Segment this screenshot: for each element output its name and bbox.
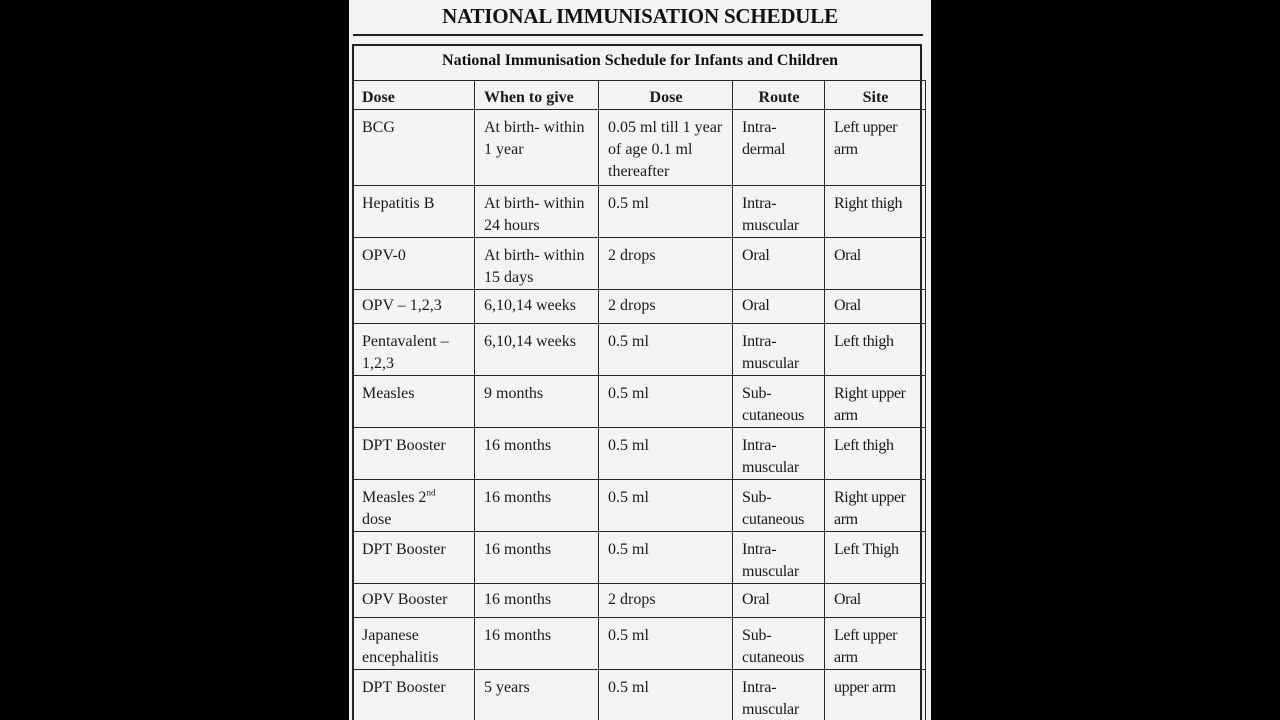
- cell-site: Left thigh: [825, 428, 926, 480]
- header-when: When to give: [475, 81, 599, 110]
- cell-when: 6,10,14 weeks: [475, 324, 599, 376]
- cell-when: 9 months: [475, 376, 599, 428]
- cell-amount: 2 drops: [599, 290, 733, 324]
- header-site: Site: [825, 81, 926, 110]
- document-page: [349, 0, 931, 720]
- cell-site: Left thigh: [825, 324, 926, 376]
- cell-dose: DPT Booster: [353, 532, 475, 584]
- cell-when: 16 months: [475, 532, 599, 584]
- cell-amount: 0.5 ml: [599, 480, 733, 532]
- cell-site: upper arm: [825, 670, 926, 720]
- cell-dose: OPV-0: [353, 238, 475, 290]
- cell-amount: 0.05 ml till 1 year of age 0.1 ml thereafter: [599, 110, 733, 186]
- table-header-row: [353, 81, 926, 110]
- cell-amount: 0.5 ml: [599, 186, 733, 238]
- cell-route: Oral: [733, 238, 825, 290]
- cell-dose-text: Measles 2: [362, 489, 427, 506]
- cell-dose: Measles: [353, 376, 475, 428]
- cell-route: Intra-muscular: [733, 532, 825, 584]
- table-row: [353, 186, 926, 238]
- header-dose: Dose: [353, 81, 475, 110]
- cell-route: Intra-dermal: [733, 110, 825, 186]
- table-row: [353, 238, 926, 290]
- cell-dose-suffix: dose: [362, 511, 392, 528]
- header-amount: Dose: [599, 81, 733, 110]
- cell-dose: DPT Booster: [353, 670, 475, 720]
- cell-site: Left Thigh: [825, 532, 926, 584]
- cell-dose: [353, 480, 475, 532]
- cell-amount: 0.5 ml: [599, 532, 733, 584]
- cell-route: Sub-cutaneous: [733, 376, 825, 428]
- cell-amount: 0.5 ml: [599, 376, 733, 428]
- table-row: [353, 584, 926, 618]
- cell-site: Right thigh: [825, 186, 926, 238]
- cell-amount: 2 drops: [599, 238, 733, 290]
- cell-dose: OPV – 1,2,3: [353, 290, 475, 324]
- cell-route: Oral: [733, 290, 825, 324]
- cell-amount: 0.5 ml: [599, 670, 733, 720]
- cell-amount: 0.5 ml: [599, 428, 733, 480]
- cell-dose: OPV Booster: [353, 584, 475, 618]
- cell-route: Oral: [733, 584, 825, 618]
- immunisation-table: [352, 80, 926, 720]
- cell-when: 16 months: [475, 480, 599, 532]
- cell-when: 6,10,14 weeks: [475, 290, 599, 324]
- table-row: [353, 110, 926, 186]
- cell-amount: 0.5 ml: [599, 324, 733, 376]
- cell-when: 16 months: [475, 618, 599, 670]
- cell-dose: Pentavalent – 1,2,3: [353, 324, 475, 376]
- cell-dose: BCG: [353, 110, 475, 186]
- table-caption: National Immunisation Schedule for Infants and Children: [442, 52, 838, 69]
- cell-dose-superscript: nd: [426, 487, 436, 498]
- cell-dose: Hepatitis B: [353, 186, 475, 238]
- page-title: NATIONAL IMMUNISATION SCHEDULE: [442, 4, 838, 28]
- cell-site: Oral: [825, 238, 926, 290]
- cell-when: 16 months: [475, 428, 599, 480]
- cell-route: Sub-cutaneous: [733, 618, 825, 670]
- cell-when: 5 years: [475, 670, 599, 720]
- title-underline: [353, 34, 923, 36]
- cell-site: Oral: [825, 584, 926, 618]
- cell-dose: Japanese encephalitis: [353, 618, 475, 670]
- cell-when: At birth- within 1 year: [475, 110, 599, 186]
- table-row: [353, 290, 926, 324]
- cell-dose: DPT Booster: [353, 428, 475, 480]
- table-row: [353, 618, 926, 670]
- cell-route: Intra-muscular: [733, 324, 825, 376]
- table-row: [353, 670, 926, 720]
- table-row: [353, 428, 926, 480]
- header-route: Route: [733, 81, 825, 110]
- cell-amount: 2 drops: [599, 584, 733, 618]
- cell-site: Oral: [825, 290, 926, 324]
- cell-site: Left upper arm: [825, 110, 926, 186]
- table-row: [353, 532, 926, 584]
- cell-route: Intra-muscular: [733, 186, 825, 238]
- cell-when: 16 months: [475, 584, 599, 618]
- cell-site: Right upper arm: [825, 376, 926, 428]
- cell-when: At birth- within 15 days: [475, 238, 599, 290]
- cell-site: Left upper arm: [825, 618, 926, 670]
- cell-amount: 0.5 ml: [599, 618, 733, 670]
- cell-site: Right upper arm: [825, 480, 926, 532]
- cell-route: Sub-cutaneous: [733, 480, 825, 532]
- cell-route: Intra-muscular: [733, 428, 825, 480]
- cell-route: Intra-muscular: [733, 670, 825, 720]
- table-row: [353, 480, 926, 532]
- table-row: [353, 324, 926, 376]
- table-row: [353, 376, 926, 428]
- cell-when: At birth- within 24 hours: [475, 186, 599, 238]
